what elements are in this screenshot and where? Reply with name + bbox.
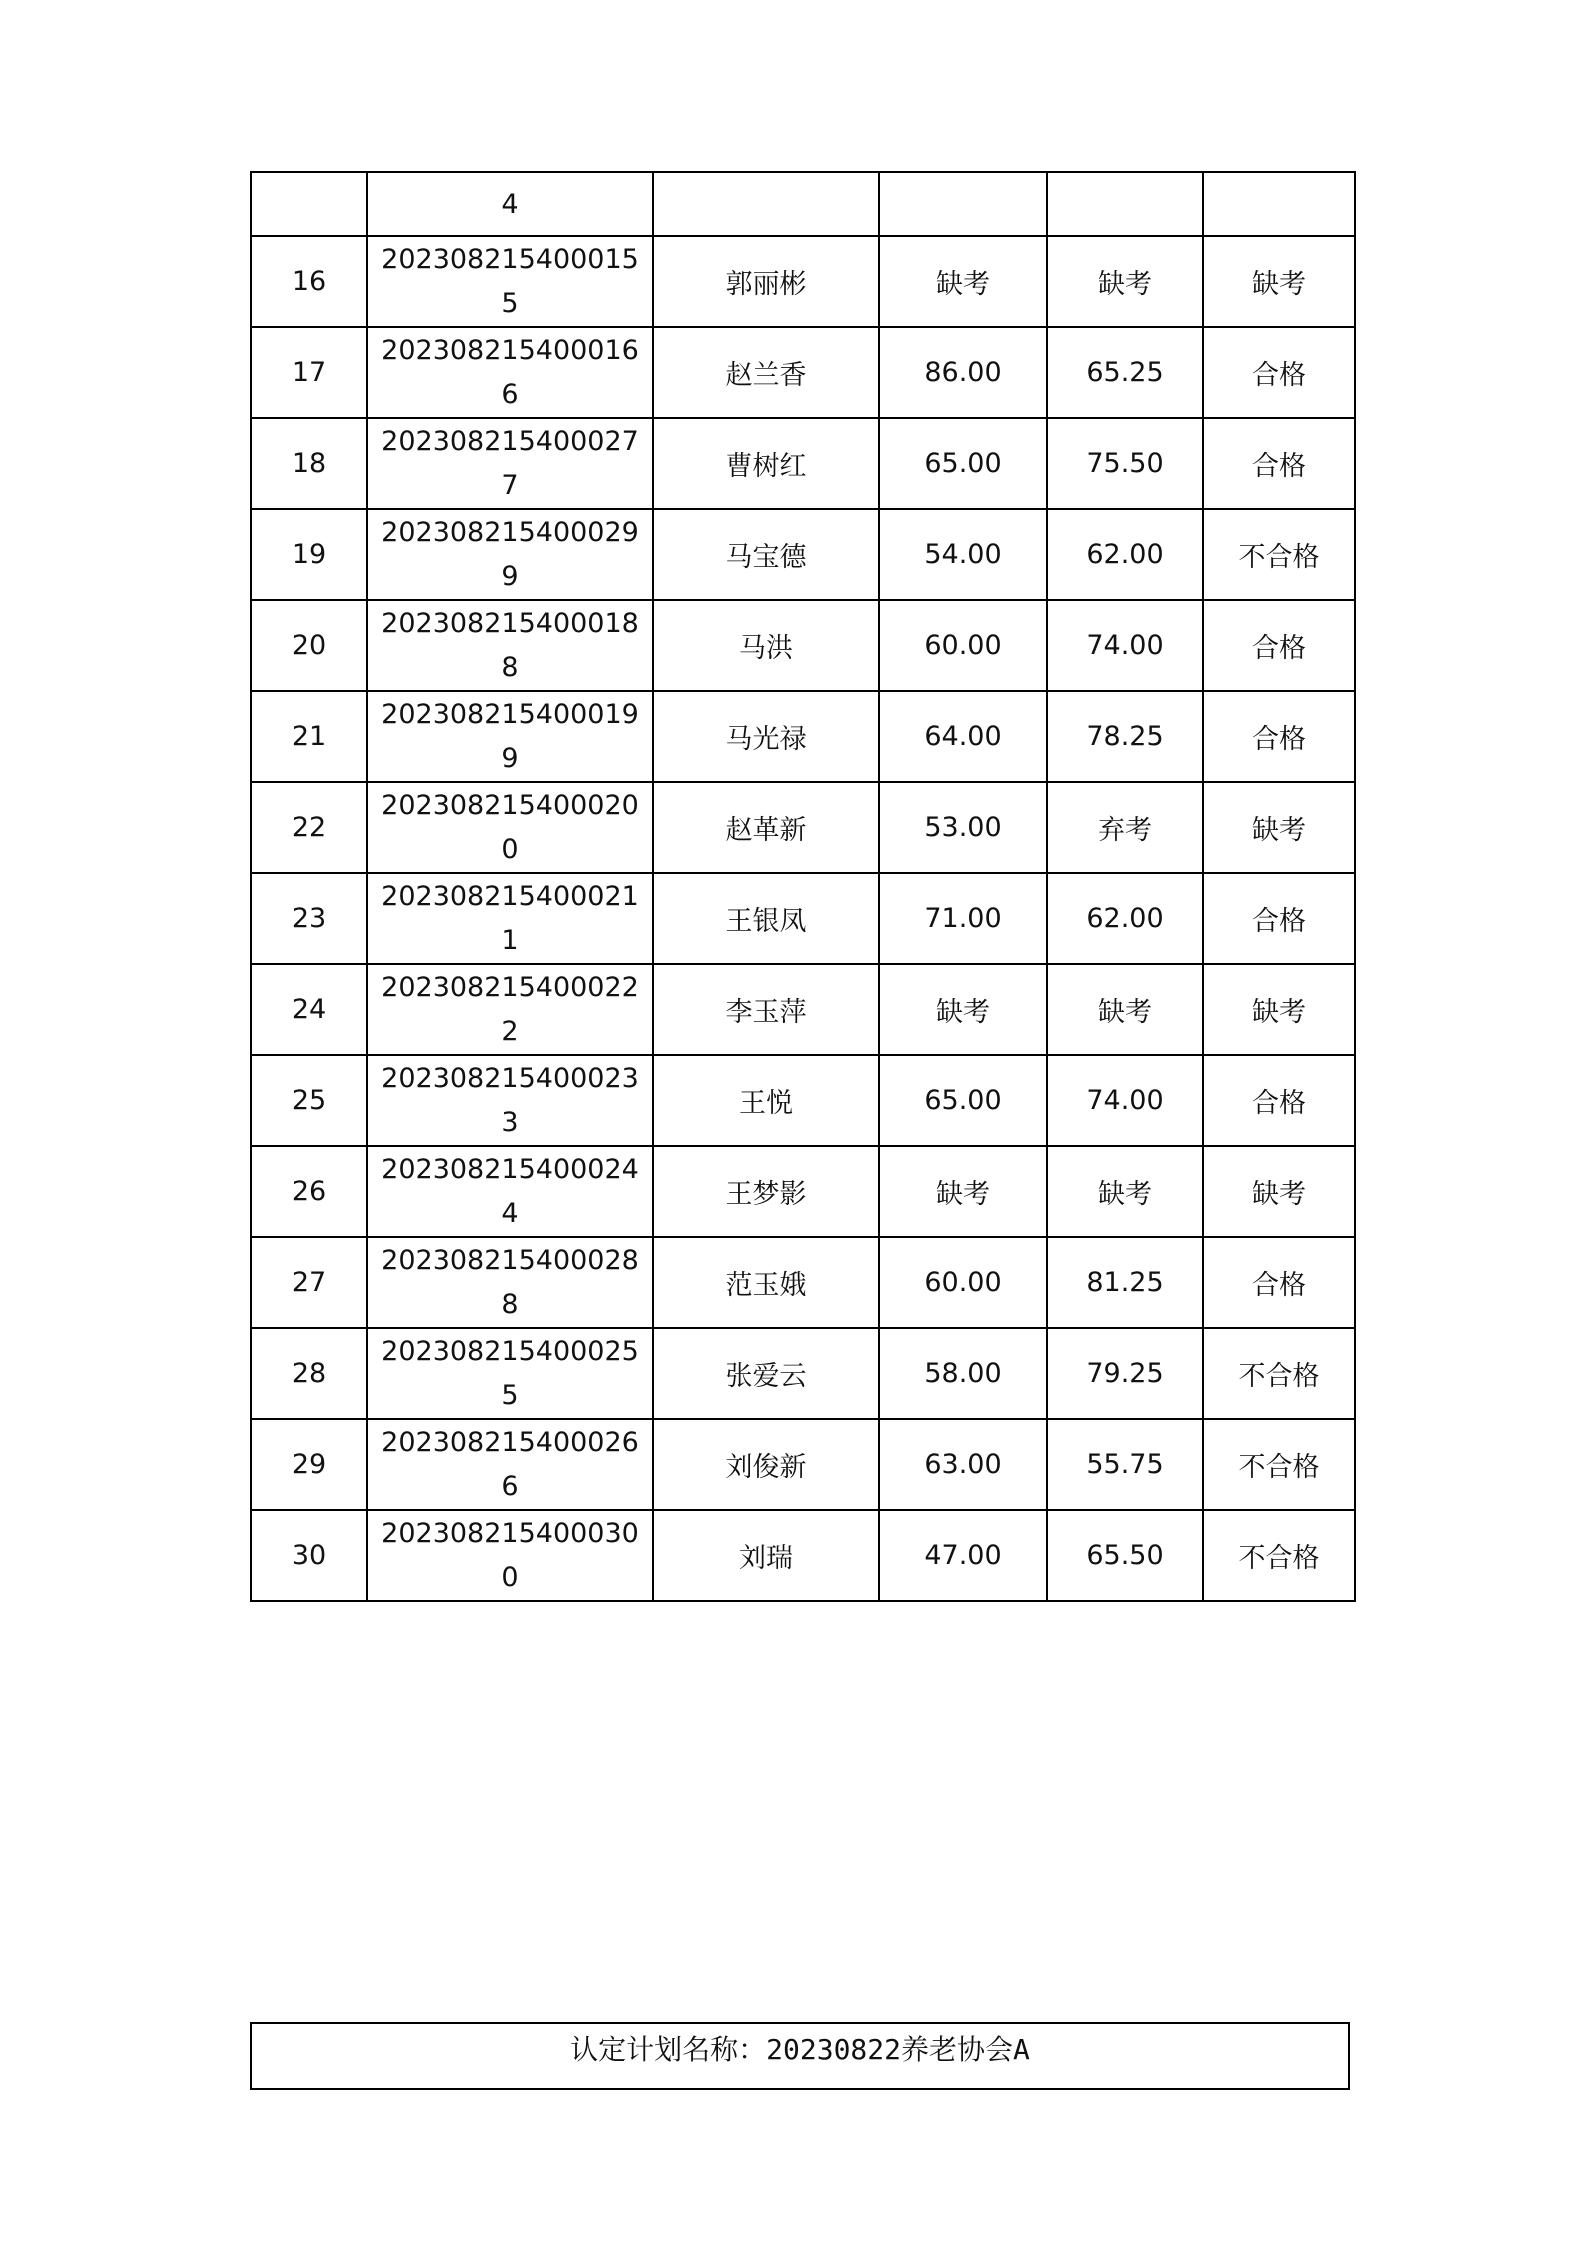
- cell-score2: 74.00: [1047, 600, 1203, 691]
- cell-seq: 21: [251, 691, 367, 782]
- cell-score2: 78.25: [1047, 691, 1203, 782]
- table-row: [251, 1328, 1355, 1419]
- cell-score1: 58.00: [879, 1328, 1047, 1419]
- cell-result: 合格: [1203, 600, 1355, 691]
- table-row: [251, 1510, 1355, 1601]
- cell-score2: 79.25: [1047, 1328, 1203, 1419]
- id-line-1: 202308215400020: [381, 789, 639, 821]
- cell-score1: 63.00: [879, 1419, 1047, 1510]
- id-line-1: 202308215400015: [381, 243, 639, 275]
- id-line-1: 202308215400022: [381, 971, 639, 1003]
- cell-seq: 29: [251, 1419, 367, 1510]
- id-line-2: 9: [501, 560, 519, 592]
- cell-id: [367, 418, 653, 509]
- cell-id: [367, 873, 653, 964]
- id-line-2: 1: [501, 924, 519, 956]
- cell-id: [367, 782, 653, 873]
- cell-id: [367, 236, 653, 327]
- cell-score1: 54.00: [879, 509, 1047, 600]
- cell-score2: 75.50: [1047, 418, 1203, 509]
- id-line-1: 202308215400028: [381, 1244, 639, 1276]
- cell-seq: 22: [251, 782, 367, 873]
- cell-seq: 26: [251, 1146, 367, 1237]
- cell-score1: 60.00: [879, 1237, 1047, 1328]
- cell-seq: 24: [251, 964, 367, 1055]
- id-line-2: 9: [501, 742, 519, 774]
- cell-score2: 缺考: [1047, 236, 1203, 327]
- cell-id: [367, 1146, 653, 1237]
- table-row: [251, 509, 1355, 600]
- id-line-1: 202308215400026: [381, 1426, 639, 1458]
- cell-id: [367, 964, 653, 1055]
- table-row: [251, 782, 1355, 873]
- id-line-1: 202308215400019: [381, 698, 639, 730]
- cell-score2: 65.50: [1047, 1510, 1203, 1601]
- id-line-1: 202308215400018: [381, 607, 639, 639]
- table-row: [251, 1146, 1355, 1237]
- cell-score1: 53.00: [879, 782, 1047, 873]
- cell-result: 不合格: [1203, 509, 1355, 600]
- cell-result: 合格: [1203, 873, 1355, 964]
- table-row: [251, 1419, 1355, 1510]
- cell-id: [367, 327, 653, 418]
- cell-score2: 65.25: [1047, 327, 1203, 418]
- cell-score1: 缺考: [879, 1146, 1047, 1237]
- cell-score2: 55.75: [1047, 1419, 1203, 1510]
- results-table: [250, 171, 1356, 1602]
- id-line-1: 202308215400027: [381, 425, 639, 457]
- cell-score1: 缺考: [879, 236, 1047, 327]
- cell-name: 赵革新: [653, 782, 879, 873]
- cell-result: 不合格: [1203, 1328, 1355, 1419]
- cell-seq: 18: [251, 418, 367, 509]
- cell-id: [367, 1055, 653, 1146]
- table-row: [251, 691, 1355, 782]
- id-line-2: 6: [501, 1470, 519, 1502]
- id-line-2: 6: [501, 378, 519, 410]
- cell-name: 刘瑞: [653, 1510, 879, 1601]
- cell-score2: 弃考: [1047, 782, 1203, 873]
- id-line-2: 0: [501, 833, 519, 865]
- cell-name: [653, 172, 879, 236]
- cell-id: 4: [367, 172, 653, 236]
- cell-seq: [251, 172, 367, 236]
- cell-id: [367, 691, 653, 782]
- cell-score1: [879, 172, 1047, 236]
- cell-seq: 25: [251, 1055, 367, 1146]
- cell-name: 马宝德: [653, 509, 879, 600]
- cell-name: 郭丽彬: [653, 236, 879, 327]
- cell-name: 张爱云: [653, 1328, 879, 1419]
- table-row: [251, 600, 1355, 691]
- cell-score2: 62.00: [1047, 509, 1203, 600]
- cell-result: 合格: [1203, 1055, 1355, 1146]
- cell-id: [367, 509, 653, 600]
- cell-seq: 23: [251, 873, 367, 964]
- table-row: [251, 964, 1355, 1055]
- cell-name: 刘俊新: [653, 1419, 879, 1510]
- id-line-2: 0: [501, 1561, 519, 1593]
- id-line-2: 8: [501, 1288, 519, 1320]
- cell-name: 王银凤: [653, 873, 879, 964]
- cell-score2: 62.00: [1047, 873, 1203, 964]
- id-line-1: 202308215400021: [381, 880, 639, 912]
- id-line-2: 2: [501, 1015, 519, 1047]
- cell-score1: 86.00: [879, 327, 1047, 418]
- cell-result: 合格: [1203, 327, 1355, 418]
- table-row: [251, 327, 1355, 418]
- cell-seq: 28: [251, 1328, 367, 1419]
- id-line-2: 8: [501, 651, 519, 683]
- id-line-1: 202308215400029: [381, 516, 639, 548]
- cell-result: 不合格: [1203, 1419, 1355, 1510]
- cell-result: 合格: [1203, 1237, 1355, 1328]
- cell-score2: [1047, 172, 1203, 236]
- plan-name-box: [250, 2022, 1350, 2090]
- cell-id: [367, 1237, 653, 1328]
- id-line-2: 3: [501, 1106, 519, 1138]
- id-line-1: 202308215400023: [381, 1062, 639, 1094]
- cell-score1: 64.00: [879, 691, 1047, 782]
- cell-result: [1203, 172, 1355, 236]
- table-row-continued: [251, 172, 1355, 236]
- id-line-1: 202308215400016: [381, 334, 639, 366]
- cell-score1: 60.00: [879, 600, 1047, 691]
- cell-result: 缺考: [1203, 1146, 1355, 1237]
- cell-seq: 16: [251, 236, 367, 327]
- cell-result: 缺考: [1203, 236, 1355, 327]
- table-row: [251, 418, 1355, 509]
- cell-result: 缺考: [1203, 782, 1355, 873]
- plan-name-label: 认定计划名称：20230822养老协会A: [570, 2033, 1030, 2066]
- cell-score2: 74.00: [1047, 1055, 1203, 1146]
- cell-seq: 17: [251, 327, 367, 418]
- id-line-2: 7: [501, 469, 519, 501]
- cell-score2: 缺考: [1047, 964, 1203, 1055]
- cell-score1: 65.00: [879, 1055, 1047, 1146]
- cell-score1: 47.00: [879, 1510, 1047, 1601]
- id-line-2: 4: [501, 1197, 519, 1229]
- cell-name: 马洪: [653, 600, 879, 691]
- cell-seq: 19: [251, 509, 367, 600]
- table-row: [251, 873, 1355, 964]
- cell-name: 李玉萍: [653, 964, 879, 1055]
- id-line-2: 5: [501, 1379, 519, 1411]
- cell-id: [367, 1510, 653, 1601]
- cell-name: 范玉娥: [653, 1237, 879, 1328]
- table-row: [251, 1237, 1355, 1328]
- cell-score1: 65.00: [879, 418, 1047, 509]
- cell-result: 缺考: [1203, 964, 1355, 1055]
- table-row: [251, 236, 1355, 327]
- id-line-1: 202308215400025: [381, 1335, 639, 1367]
- cell-id: [367, 600, 653, 691]
- cell-score1: 缺考: [879, 964, 1047, 1055]
- table-row: [251, 1055, 1355, 1146]
- id-line-1: 202308215400030: [381, 1517, 639, 1549]
- cell-score2: 缺考: [1047, 1146, 1203, 1237]
- cell-name: 马光禄: [653, 691, 879, 782]
- cell-result: 不合格: [1203, 1510, 1355, 1601]
- cell-name: 赵兰香: [653, 327, 879, 418]
- cell-result: 合格: [1203, 418, 1355, 509]
- cell-id: [367, 1328, 653, 1419]
- cell-seq: 20: [251, 600, 367, 691]
- cell-name: 曹树红: [653, 418, 879, 509]
- id-line-1: 202308215400024: [381, 1153, 639, 1185]
- id-line-2: 5: [501, 287, 519, 319]
- cell-result: 合格: [1203, 691, 1355, 782]
- cell-name: 王悦: [653, 1055, 879, 1146]
- cell-score1: 71.00: [879, 873, 1047, 964]
- cell-score2: 81.25: [1047, 1237, 1203, 1328]
- cell-seq: 30: [251, 1510, 367, 1601]
- cell-seq: 27: [251, 1237, 367, 1328]
- cell-name: 王梦影: [653, 1146, 879, 1237]
- cell-id: [367, 1419, 653, 1510]
